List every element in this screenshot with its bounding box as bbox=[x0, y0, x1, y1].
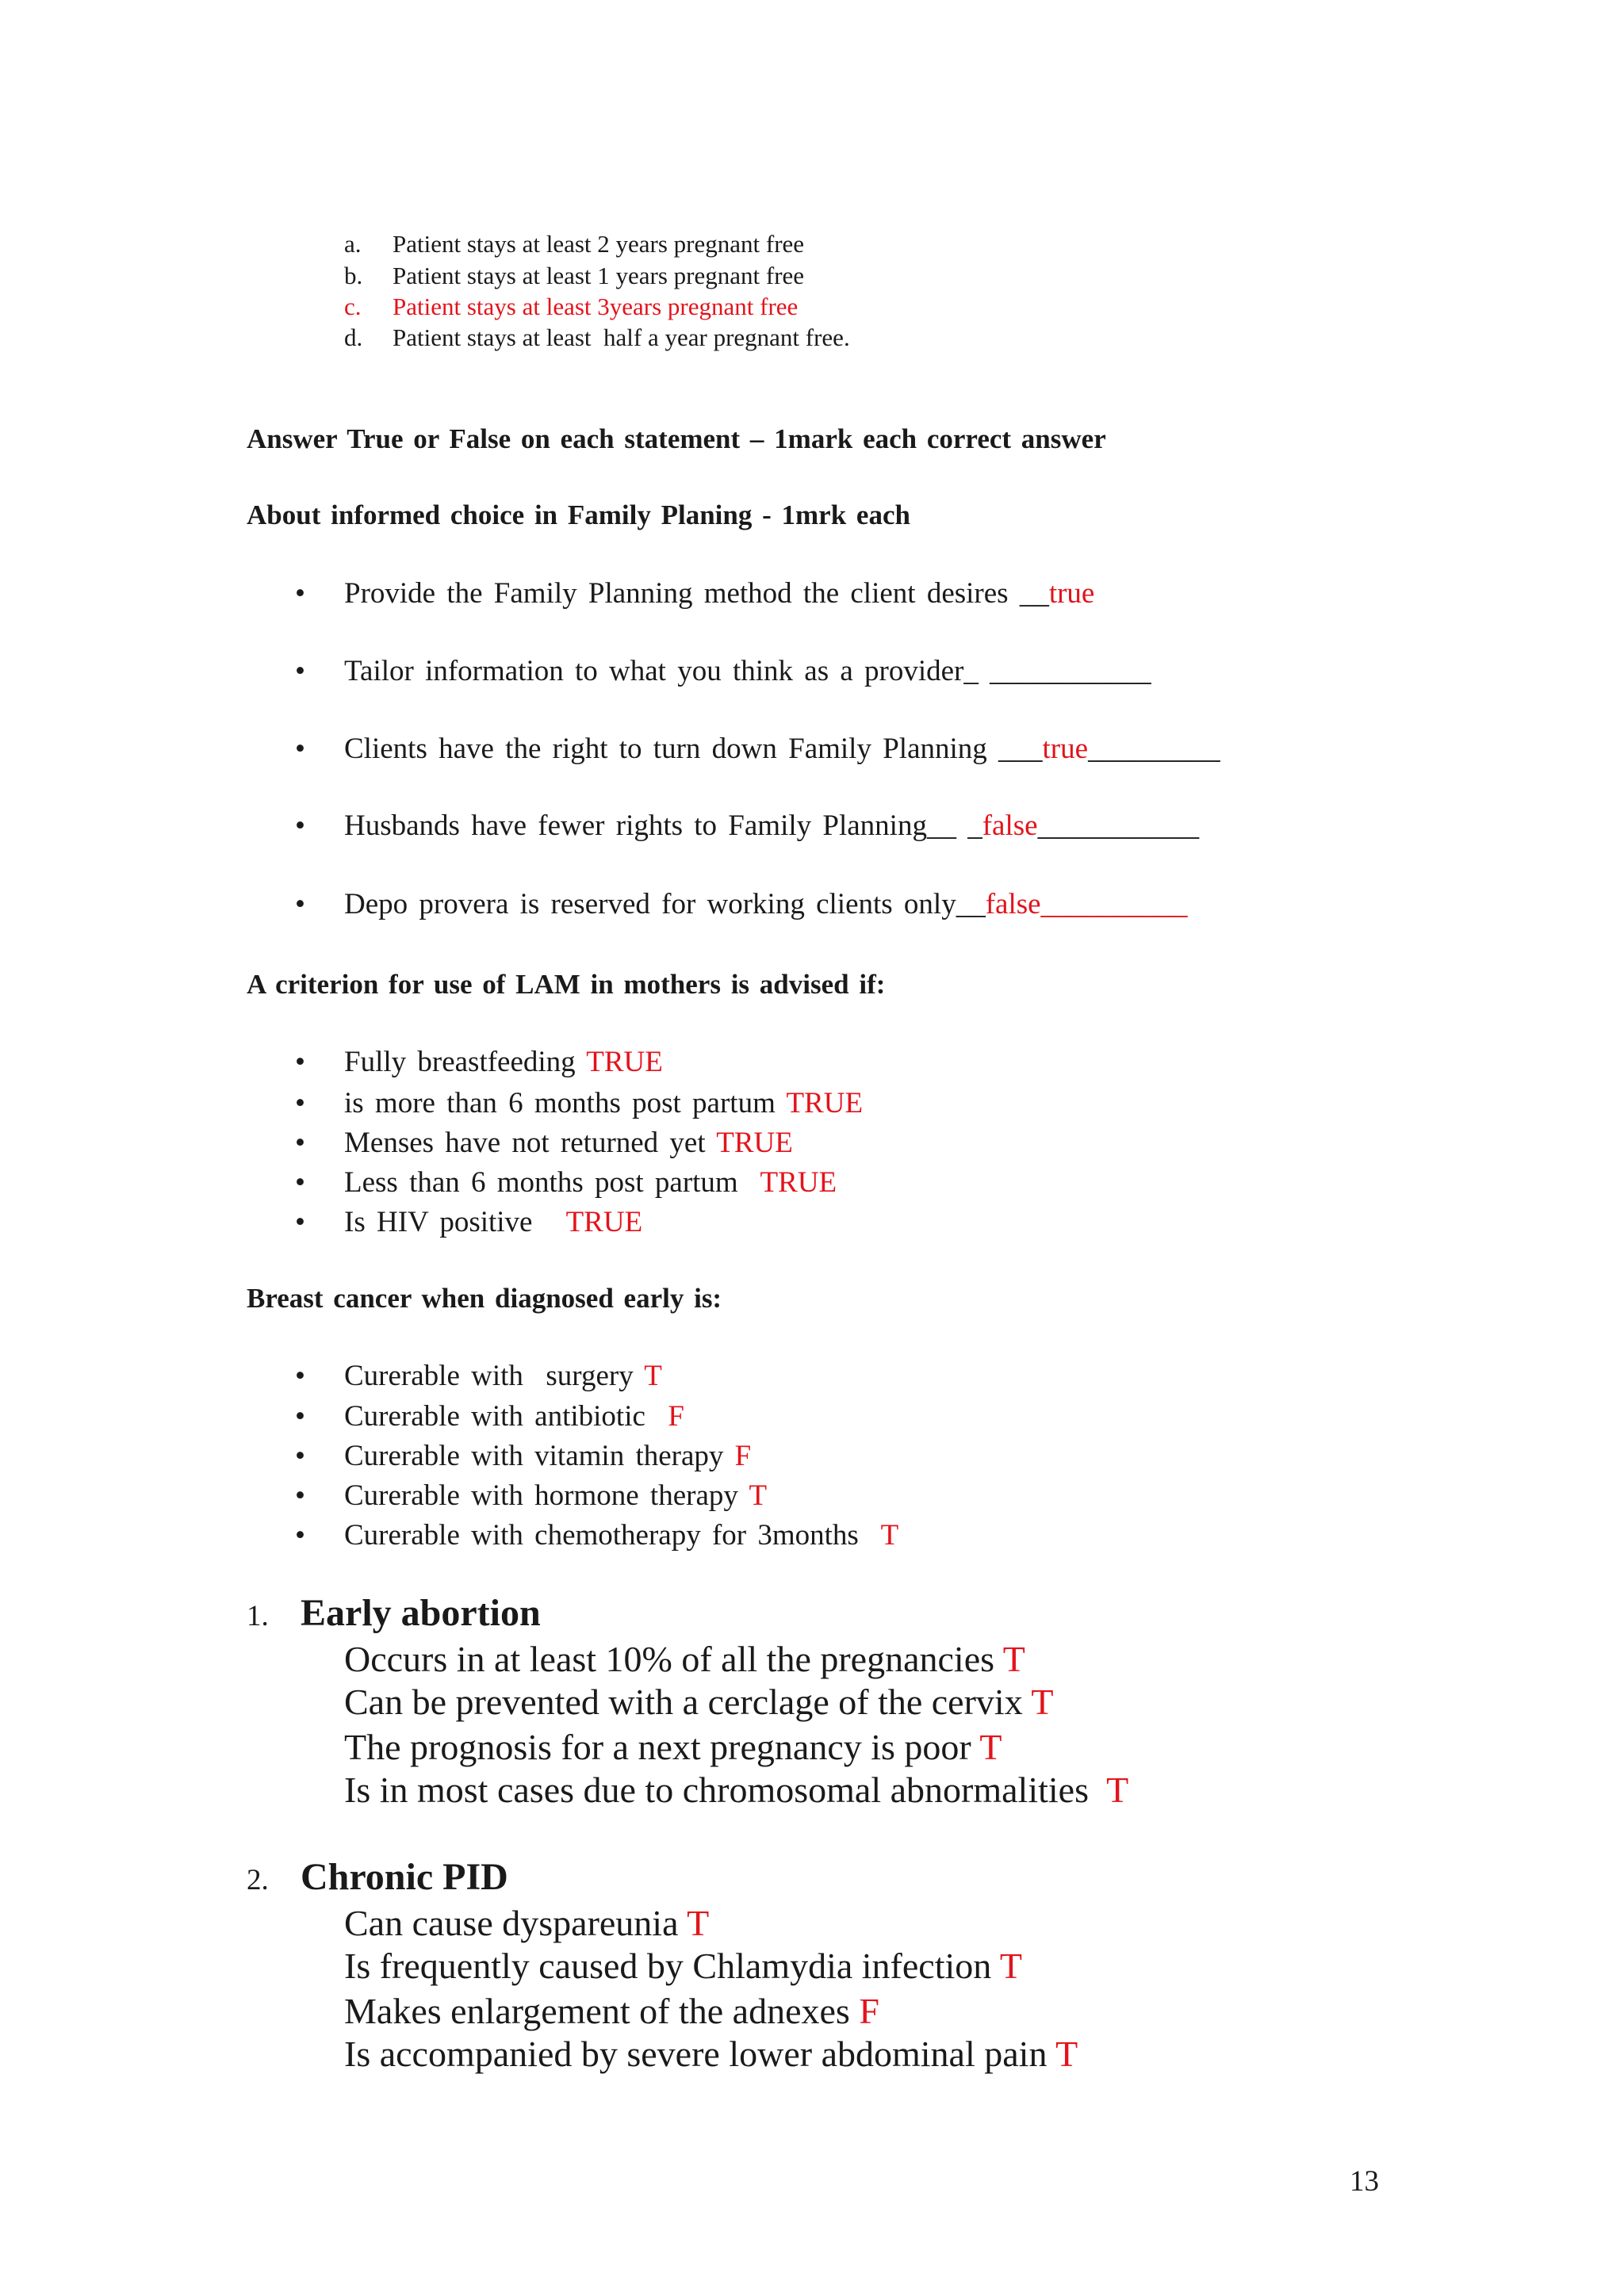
statement-text: Curerable with surgery bbox=[344, 1360, 645, 1392]
question-title-text: Early abortion bbox=[301, 1592, 541, 1634]
question-statement bbox=[344, 1901, 709, 1945]
statement-text: Is accompanied by severe lower abdominal pain bbox=[344, 2034, 1056, 2074]
bullet-icon: • bbox=[295, 1046, 305, 1078]
question-statement bbox=[344, 1680, 1053, 1724]
instruction-heading: Answer True or False on each statement – 1mark each correct answer bbox=[247, 423, 1106, 454]
answer: TRUE bbox=[716, 1127, 793, 1159]
statement-text: Curerable with hormone therapy bbox=[344, 1479, 749, 1512]
page-number: 13 bbox=[1350, 2165, 1379, 2198]
option-a bbox=[344, 229, 804, 258]
statement-text: Tailor information to what you think as a provider_ ___________ bbox=[344, 655, 1151, 687]
option-letter: c. bbox=[344, 293, 362, 320]
breast-cancer-heading: Breast cancer when diagnosed early is: bbox=[247, 1283, 722, 1314]
bullet-icon: • bbox=[295, 655, 305, 687]
list-item bbox=[295, 1086, 863, 1121]
answer: false bbox=[982, 809, 1038, 842]
answer: T bbox=[1055, 2034, 1078, 2074]
answer: T bbox=[644, 1360, 662, 1392]
bullet-icon: • bbox=[295, 1440, 305, 1472]
answer: T bbox=[1106, 1770, 1129, 1810]
statement-text: Occurs in at least 10% of all the pregnancies bbox=[344, 1639, 1003, 1679]
option-text: Patient stays at least 2 years pregnant free bbox=[393, 230, 805, 258]
answer: F bbox=[859, 1991, 879, 2031]
option-letter: a. bbox=[344, 230, 362, 258]
bullet-icon: • bbox=[295, 1360, 305, 1392]
list-item bbox=[295, 732, 1220, 767]
statement-text: Is in most cases due to chromosomal abnormalities bbox=[344, 1770, 1107, 1810]
question-title bbox=[247, 1854, 508, 1904]
answer: true bbox=[1042, 733, 1089, 765]
answer-blank: ___________ bbox=[1037, 809, 1200, 842]
answer: T bbox=[1031, 1682, 1054, 1722]
answer: T bbox=[1002, 1639, 1025, 1679]
answer: TRUE bbox=[565, 1206, 643, 1238]
informed-choice-heading: About informed choice in Family Planing - 1mrk each bbox=[247, 499, 910, 530]
statement-text: Makes enlargement of the adnexes bbox=[344, 1991, 860, 2031]
list-item bbox=[295, 809, 1199, 844]
question-title-text: Chronic PID bbox=[301, 1856, 508, 1898]
list-item bbox=[295, 1399, 684, 1434]
answer: TRUE bbox=[760, 1166, 837, 1199]
list-item bbox=[295, 1165, 837, 1200]
bullet-icon: • bbox=[295, 1519, 305, 1552]
statement-text: Curerable with antibiotic bbox=[344, 1400, 668, 1433]
bullet-icon: • bbox=[295, 1479, 305, 1512]
answer: T bbox=[880, 1519, 899, 1552]
option-letter: b. bbox=[344, 262, 363, 289]
question-statement bbox=[344, 2032, 1078, 2076]
statement-text: Provide the Family Planning method the client desires __ bbox=[344, 577, 1049, 610]
answer: T bbox=[999, 1946, 1023, 1986]
list-item bbox=[295, 1439, 751, 1474]
statement-text: Menses have not returned yet bbox=[344, 1127, 717, 1159]
question-statement bbox=[344, 1637, 1025, 1681]
bullet-icon: • bbox=[295, 888, 305, 920]
lam-heading: A criterion for use of LAM in mothers is advised if: bbox=[247, 969, 886, 1000]
list-item bbox=[295, 1045, 663, 1080]
answer: T bbox=[979, 1727, 1002, 1767]
list-item bbox=[295, 654, 1151, 689]
statement-text: Depo provera is reserved for working clients only__ bbox=[344, 888, 986, 920]
answer-blank: _________ bbox=[1088, 733, 1220, 765]
answer: false__________ bbox=[985, 888, 1188, 920]
answer: T bbox=[749, 1479, 768, 1512]
question-title bbox=[247, 1590, 541, 1640]
option-text: Patient stays at least 1 years pregnant free bbox=[393, 262, 805, 289]
question-number: 2. bbox=[247, 1864, 269, 1896]
option-d bbox=[344, 323, 850, 352]
statement-text: Clients have the right to turn down Family Planning ___ bbox=[344, 733, 1043, 765]
answer: F bbox=[734, 1440, 752, 1472]
option-b bbox=[344, 261, 804, 290]
bullet-icon: • bbox=[295, 809, 305, 842]
question-statement bbox=[344, 1768, 1128, 1812]
question-statement bbox=[344, 1725, 1002, 1769]
statement-text: Fully breastfeeding bbox=[344, 1046, 587, 1078]
statement-text: Curerable with chemotherapy for 3months bbox=[344, 1519, 881, 1552]
statement-text: Curerable with vitamin therapy bbox=[344, 1440, 735, 1472]
question-statement bbox=[344, 1944, 1022, 1988]
bullet-icon: • bbox=[295, 733, 305, 765]
statement-text: Husbands have fewer rights to Family Planning__ _ bbox=[344, 809, 982, 842]
bullet-icon: • bbox=[295, 1087, 305, 1119]
option-text: Patient stays at least half a year pregnant free. bbox=[393, 323, 850, 351]
bullet-icon: • bbox=[295, 1127, 305, 1159]
list-item bbox=[295, 1359, 662, 1394]
bullet-icon: • bbox=[295, 577, 305, 610]
list-item bbox=[295, 1126, 793, 1161]
bullet-icon: • bbox=[295, 1206, 305, 1238]
list-item bbox=[295, 887, 1188, 922]
option-c-correct bbox=[344, 292, 798, 321]
list-item bbox=[295, 576, 1094, 611]
option-letter: d. bbox=[344, 323, 363, 351]
statement-text: Is HIV positive bbox=[344, 1206, 566, 1238]
question-number: 1. bbox=[247, 1600, 269, 1632]
list-item bbox=[295, 1479, 767, 1513]
statement-text: Less than 6 months post partum bbox=[344, 1166, 760, 1199]
answer: TRUE bbox=[586, 1046, 663, 1078]
statement-text: Can cause dyspareunia bbox=[344, 1903, 688, 1943]
option-text: Patient stays at least 3years pregnant free bbox=[393, 293, 799, 320]
answer: T bbox=[687, 1903, 710, 1943]
answer: TRUE bbox=[786, 1087, 864, 1119]
bullet-icon: • bbox=[295, 1166, 305, 1199]
statement-text: Can be prevented with a cerclage of the cervix bbox=[344, 1682, 1032, 1722]
statement-text: Is frequently caused by Chlamydia infection bbox=[344, 1946, 1000, 1986]
statement-text: The prognosis for a next pregnancy is poor bbox=[344, 1727, 980, 1767]
statement-text: is more than 6 months post partum bbox=[344, 1087, 787, 1119]
question-statement bbox=[344, 1989, 879, 2033]
list-item bbox=[295, 1518, 898, 1553]
answer: true bbox=[1048, 577, 1095, 610]
list-item bbox=[295, 1205, 642, 1240]
bullet-icon: • bbox=[295, 1400, 305, 1433]
answer: F bbox=[668, 1400, 684, 1433]
